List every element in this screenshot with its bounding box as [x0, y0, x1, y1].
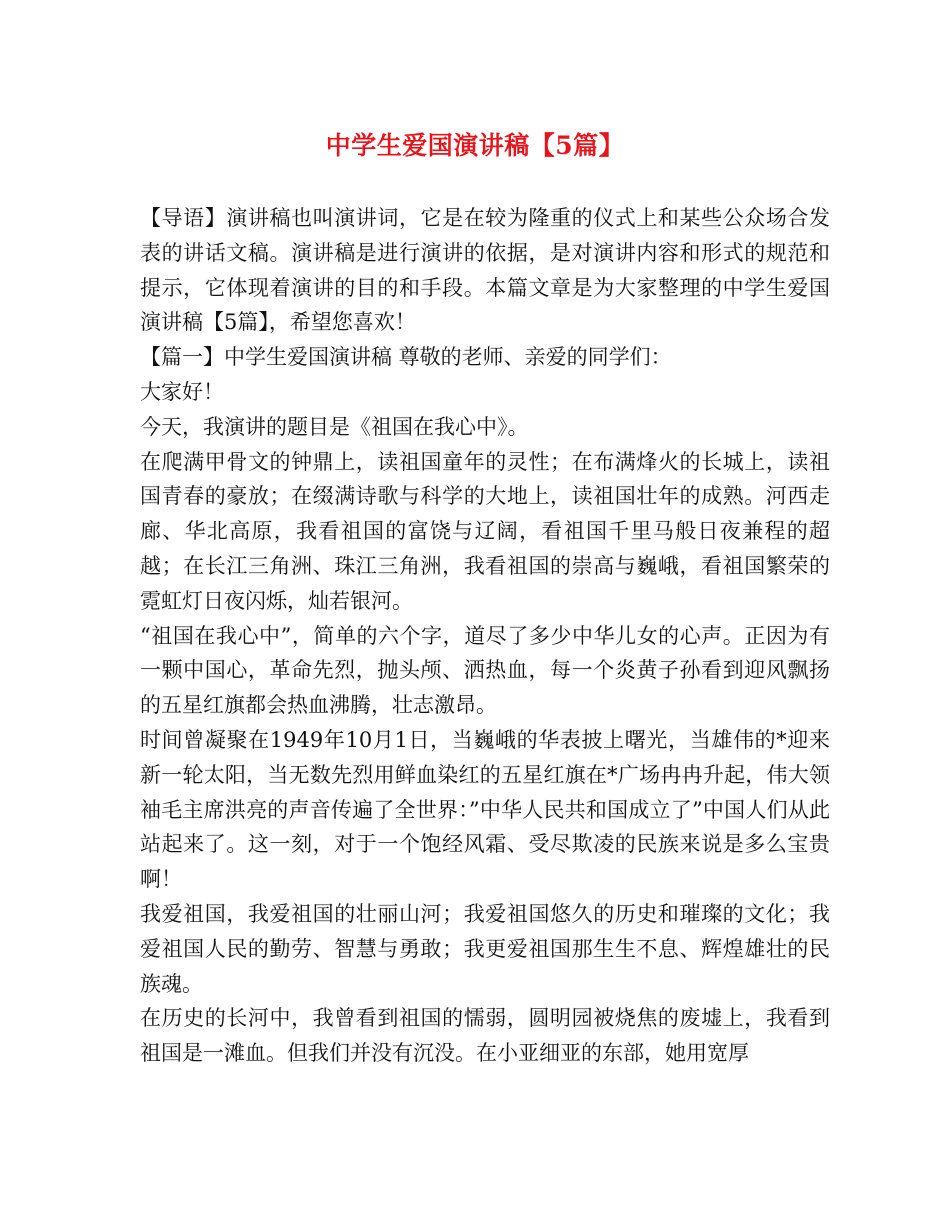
- document-title: 中学生爱国演讲稿【5篇】: [325, 131, 625, 160]
- topic-paragraph: 今天，我演讲的题目是《祖国在我心中》。: [140, 414, 529, 439]
- section-heading: 【篇一】中学生爱国演讲稿 尊敬的老师、亲爱的同学们：: [140, 345, 672, 370]
- body-paragraph: 在爬满甲骨文的钟鼎上，读祖国童年的灵性；在布满烽火的长城上，读祖国青春的豪放；在缀满诗歌与科学的大地上，读祖国壮年的成熟。河西走廊、华北高原，我看祖国的富饶与辽阔，看祖国千里马般日夜兼程的超越；在长江三角洲、珠江三角洲，我看祖国的崇高与巍峨，看祖国繁荣的霓虹灯日夜闪烁，灿若银河。: [140, 449, 830, 613]
- body-paragraph: 时间曾凝聚在1949年10月1日，当巍峨的华表披上曙光，当雄伟的*迎来新一轮太阳，当无数先烈用鲜血染红的五星红旗在*广场冉冉升起，伟大领袖毛主席洪亮的声音传遍了全世界：”中华人民共和国成立了”中国人们从此站起来了。这一刻，对于一个饱经风霜、受尽欺凌的民族来说是多么宝贵啊！: [140, 727, 830, 892]
- intro-paragraph: 【导语】演讲稿也叫演讲词，它是在较为隆重的仪式上和某些公众场合发表的讲话文稿。演讲稿是进行演讲的依据，是对演讲内容和形式的规范和提示，它体现着演讲的目的和手段。本篇文章是为大家整理的中学生爱国演讲稿【5篇】，希望您喜欢！: [140, 206, 830, 335]
- body-paragraph: 在历史的长河中，我曾看到祖国的懦弱，圆明园被烧焦的废墟上，我看到祖国是一滩血。但我们并没有沉没。在小亚细亚的东部，她用宽厚: [140, 1006, 830, 1066]
- document-body: [140, 201, 830, 1071]
- greeting-paragraph: 大家好！: [140, 379, 224, 404]
- body-paragraph: “祖国在我心中”，简单的六个字，道尽了多少中华儿女的心声。正因为有一颗中国心，革命先烈，抛头颅、洒热血，每一个炎黄子孙看到迎风飘扬的五星红旗都会热血沸腾，壮志激昂。: [140, 623, 830, 718]
- body-paragraph: 我爱祖国，我爱祖国的壮丽山河；我爱祖国悠久的历史和璀璨的文化；我爱祖国人民的勤劳、智慧与勇敢；我更爱祖国那生生不息、辉煌雄壮的民族魂。: [140, 901, 830, 996]
